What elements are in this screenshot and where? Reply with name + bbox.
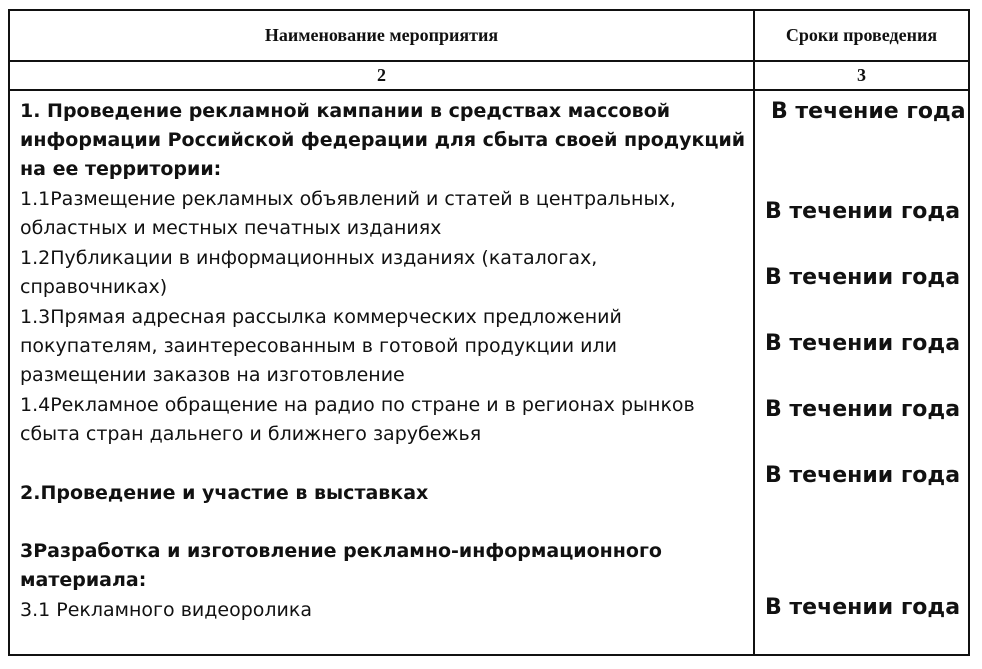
column-number-3: 3 xyxy=(857,65,866,85)
row-1-line-3: на ее территории: xyxy=(20,158,222,180)
row-1-3-line-2: покупателям, заинтересованным в готовой продукции или xyxy=(20,335,617,357)
term-row-3-1: В течении года xyxy=(765,595,961,620)
row-1-1-line-2: областных и местных печатных изданиях xyxy=(20,217,442,239)
row-3-line-2: материала: xyxy=(20,569,147,591)
term-row-1-2: В течении года xyxy=(765,265,961,290)
row-1-4-line-2: сбыта стран дальнего и ближнего зарубежья xyxy=(20,423,482,445)
term-row-1-4: В течении года xyxy=(765,397,961,422)
row-3-1-line-1: 3.1 Рекламного видеоролика xyxy=(20,599,312,621)
column-divider xyxy=(753,11,755,654)
row-1-line-1: 1. Проведение рекламной кампании в средствах массовой xyxy=(20,100,671,122)
term-row-1: В течение года xyxy=(771,99,966,124)
row-3-line-1: 3Разработка и изготовление рекламно-информационного xyxy=(20,540,662,562)
header-dates: Сроки проведения xyxy=(785,25,938,45)
row-1-3-line-3: размещении заказов на изготовление xyxy=(20,364,405,386)
number-row-divider xyxy=(10,89,968,91)
row-1-4-line-1: 1.4Рекламное обращение на радио по стране и в регионах рынков xyxy=(20,394,695,416)
header-event-name: Наименование мероприятия xyxy=(264,25,499,45)
term-row-2: В течении года xyxy=(765,463,961,488)
row-1-2-line-2: справочниках) xyxy=(20,276,168,298)
row-1-1-line-1: 1.1Размещение рекламных объявлений и статей в центральных, xyxy=(20,188,676,210)
row-1-2-line-1: 1.2Публикации в информационных изданиях (каталогах, xyxy=(20,247,598,269)
term-row-1-1: В течении года xyxy=(765,199,961,224)
row-2-line-1: 2.Проведение и участие в выставках xyxy=(20,482,429,504)
term-row-1-3: В течении года xyxy=(765,331,961,356)
row-1-line-2: информации Российской федерации для сбыта своей продукций xyxy=(20,129,746,151)
row-1-3-line-1: 1.3Прямая адресная рассылка коммерческих предложений xyxy=(20,306,622,328)
column-number-2: 2 xyxy=(377,65,386,85)
events-table xyxy=(8,9,970,656)
header-divider xyxy=(10,60,968,62)
